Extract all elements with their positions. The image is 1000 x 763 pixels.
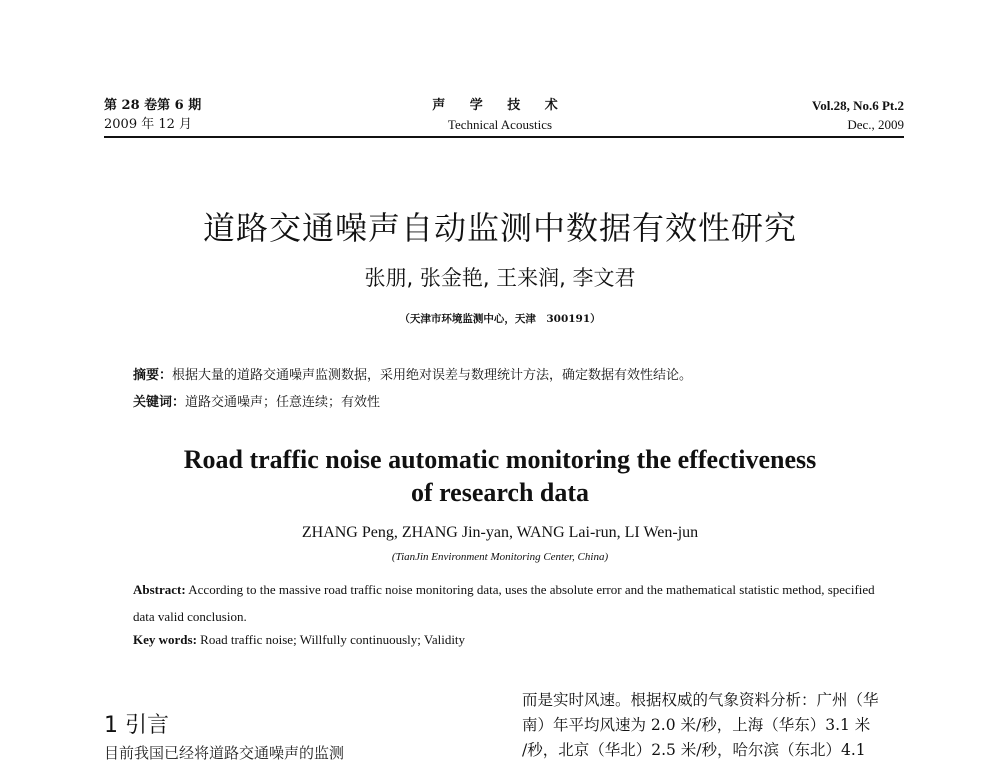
paper-title-en-line2: of research data [410,478,590,507]
header-rule [104,136,904,138]
keywords-cn [133,391,380,410]
right-column-text [522,688,907,763]
affiliation-en: (TianJin Environment Monitoring Center, China) [391,551,609,563]
journal-volume-info-en [812,96,904,134]
authors-cn: 张朋, 张金艳, 王来润, 李文君 [364,266,636,290]
abstract-en-label: Abstract: [133,582,186,597]
right-column-line: 而是实时风速。根据权威的气象资料分析：广州（华 [522,691,879,709]
issue-date-en: Dec., 2009 [847,117,904,132]
abstract-en [133,576,893,630]
right-column-line: 南）年平均风速为 2.0 米/秒，上海（华东）3.1 米 [522,716,871,734]
journal-name-en: Technical Acoustics [447,117,553,132]
journal-name-cn: 声 学 技 术 [432,98,568,113]
keywords-en-text: Road traffic noise; Willfully continuously; Validity [200,632,466,647]
volume-issue-en: Vol.28, No.6 Pt.2 [812,98,904,113]
paper-title-cn: 道路交通噪声自动监测中数据有效性研究 [202,209,797,247]
keywords-en [133,632,465,648]
issue-date: 2009 年 12 月 [104,117,193,132]
section-heading-intro: 1 引言 [104,713,169,738]
paper-title-en [0,443,1000,509]
affiliation-cn: （天津市环境监测中心，天津 300191） [399,313,601,325]
left-column-text: 目前我国已经将道路交通噪声的监测 [104,744,345,760]
paper-title-en-line1: Road traffic noise automatic monitoring the effectiveness [183,445,817,474]
keywords-en-label: Key words: [133,632,197,647]
abstract-cn [133,364,692,383]
authors-en: ZHANG Peng, ZHANG Jin-yan, WANG Lai-run, LI Wen-jun [301,524,699,541]
abstract-cn-label: 摘要： [133,368,173,383]
abstract-cn-text: 根据大量的道路交通噪声监测数据，采用绝对误差与数理统计方法，确定数据有效性结论。 [172,368,693,383]
keywords-cn-text: 道路交通噪声；任意连续；有效性 [185,395,381,410]
right-column-line: /秒，北京（华北）2.5 米/秒，哈尔滨（东北）4.1 [522,741,866,759]
keywords-cn-label: 关键词： [133,395,186,410]
volume-issue: 第 28 卷第 6 期 [104,98,202,113]
abstract-en-text: According to the massive road traffic noise monitoring data, uses the absolute error and the mathematical statistic method, specified data valid conclusion. [133,582,875,624]
